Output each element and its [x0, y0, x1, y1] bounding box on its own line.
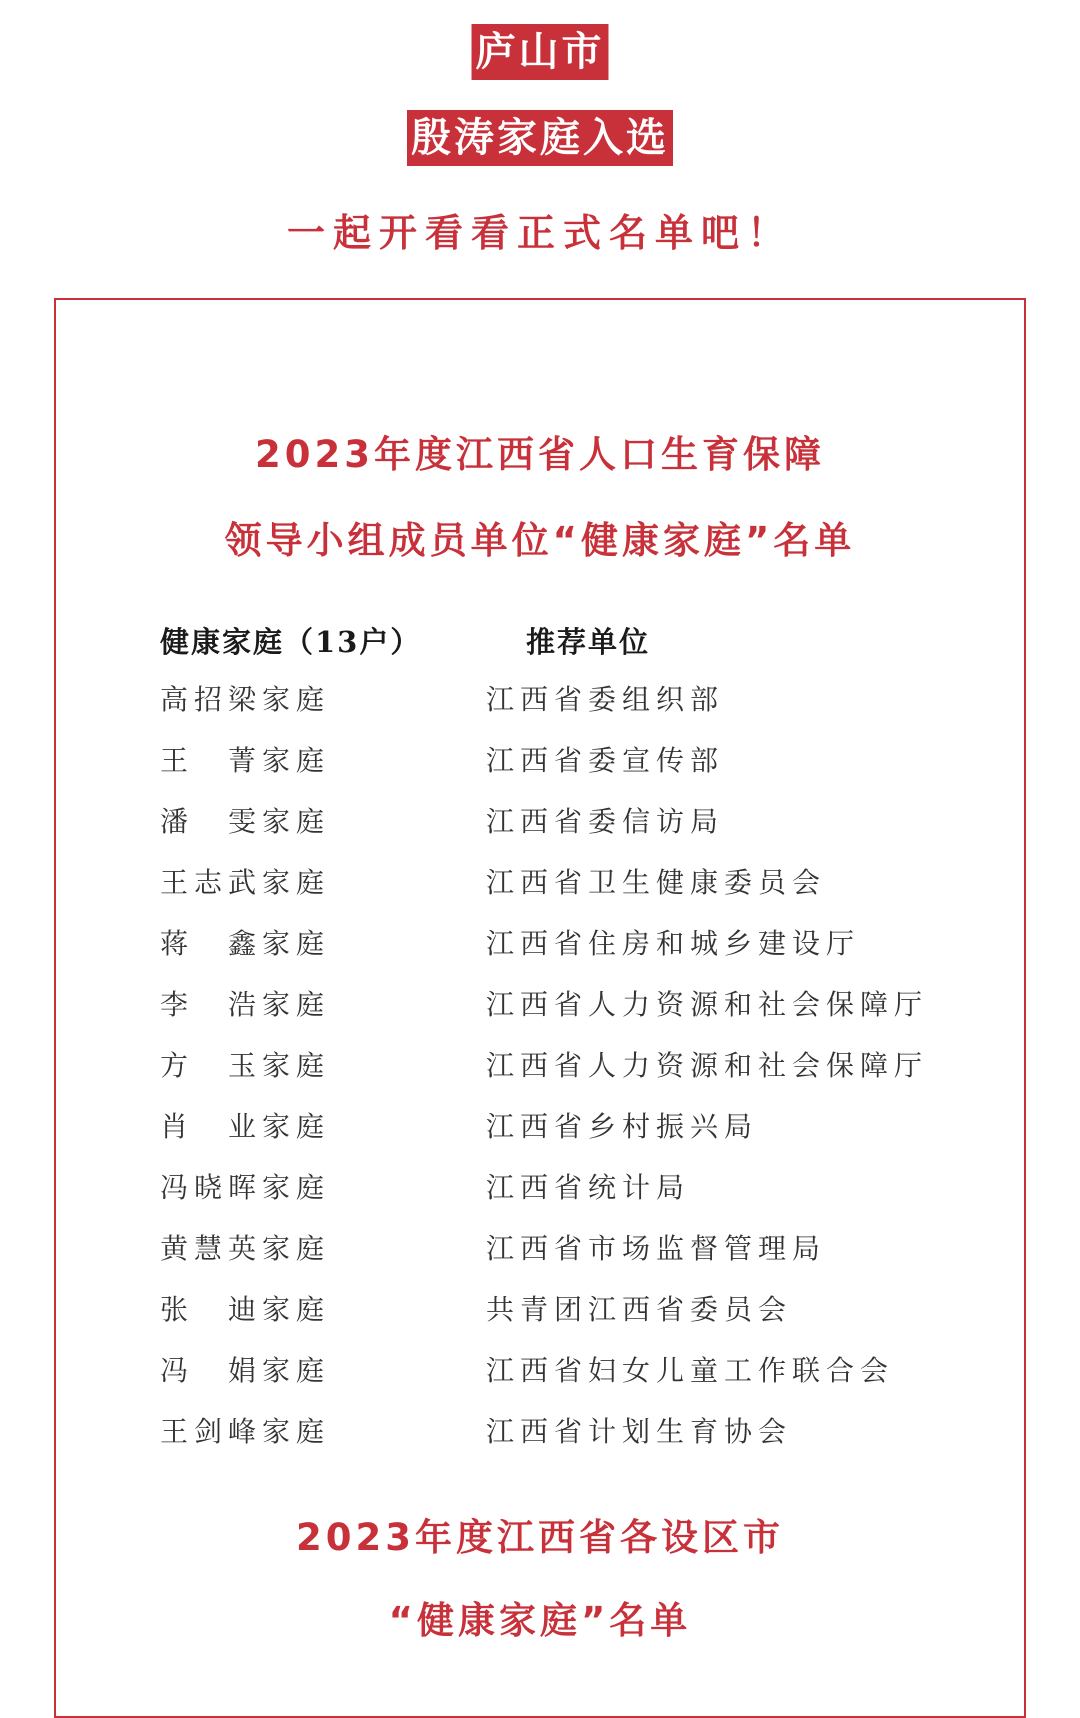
highlight-family: 殷涛家庭入选 — [407, 110, 673, 166]
section1-title-line2: 领导小组成员单位“健康家庭”名单 — [224, 519, 856, 562]
family-name: 王志武家庭 — [160, 866, 331, 899]
recommending-unit: 江西省计划生育协会 — [486, 1415, 793, 1448]
recommending-unit: 江西省委宣传部 — [486, 744, 725, 777]
recommending-unit: 江西省卫生健康委员会 — [486, 866, 827, 899]
family-name: 潘 雯家庭 — [160, 805, 331, 838]
recommending-unit: 江西省统计局 — [486, 1171, 691, 1204]
section2-title-line2: “健康家庭”名单 — [388, 1599, 692, 1642]
family-name: 蒋 鑫家庭 — [160, 927, 331, 960]
recommending-unit: 江西省市场监督管理局 — [486, 1232, 827, 1265]
subtitle: 一起开看看正式名单吧！ — [286, 211, 793, 255]
table-row — [0, 1412, 1080, 1473]
recommending-unit: 江西省委组织部 — [486, 683, 725, 716]
family-name: 王剑峰家庭 — [160, 1415, 331, 1448]
family-name: 冯 娟家庭 — [160, 1354, 331, 1387]
family-name: 李 浩家庭 — [160, 988, 331, 1021]
table-row — [0, 1046, 1080, 1107]
table-row — [0, 1290, 1080, 1351]
section1-title-line1: 2023年度江西省人口生育保障 — [255, 433, 825, 476]
recommending-unit: 江西省人力资源和社会保障厅 — [486, 988, 929, 1021]
recommending-unit: 江西省人力资源和社会保障厅 — [486, 1049, 929, 1082]
recommending-unit: 江西省住房和城乡建设厅 — [486, 927, 861, 960]
table-row — [0, 863, 1080, 924]
family-list — [0, 680, 1080, 1473]
family-name: 张 迪家庭 — [160, 1293, 331, 1326]
table-row — [0, 1351, 1080, 1412]
table-row — [0, 1229, 1080, 1290]
table-row — [0, 924, 1080, 985]
family-name: 黄慧英家庭 — [160, 1232, 331, 1265]
family-name: 方 玉家庭 — [160, 1049, 331, 1082]
recommending-unit: 江西省委信访局 — [486, 805, 725, 838]
section2-title-line1: 2023年度江西省各设区市 — [296, 1516, 784, 1559]
recommending-unit: 共青团江西省委员会 — [486, 1293, 793, 1326]
recommending-unit: 江西省妇女儿童工作联合会 — [486, 1354, 895, 1387]
family-name: 肖 业家庭 — [160, 1110, 331, 1143]
recommending-unit: 江西省乡村振兴局 — [486, 1110, 759, 1143]
family-name: 高招梁家庭 — [160, 683, 331, 716]
highlight-city: 庐山市 — [472, 24, 609, 80]
table-row — [0, 802, 1080, 863]
table-row — [0, 680, 1080, 741]
table-row — [0, 985, 1080, 1046]
table-row — [0, 741, 1080, 802]
family-name: 王 菁家庭 — [160, 744, 331, 777]
column-header-unit: 推荐单位 — [526, 625, 651, 659]
column-header-family: 健康家庭（13户） — [160, 625, 422, 659]
family-name: 冯晓晖家庭 — [160, 1171, 331, 1204]
table-row — [0, 1107, 1080, 1168]
table-row — [0, 1168, 1080, 1229]
